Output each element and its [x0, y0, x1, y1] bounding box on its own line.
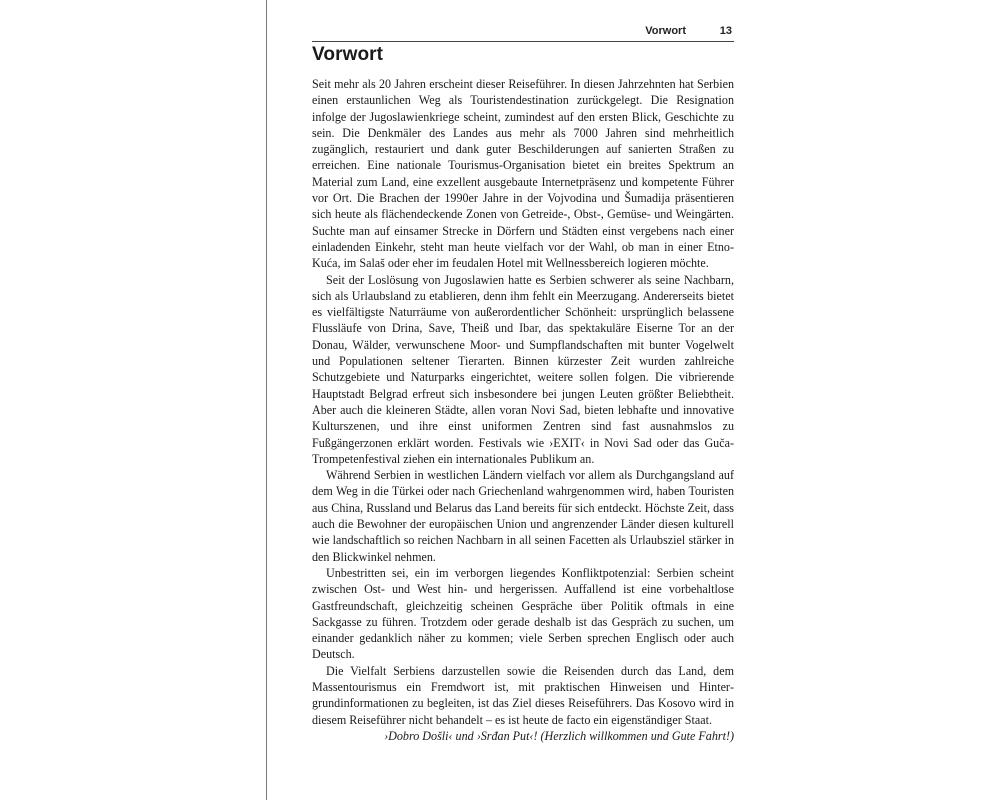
running-header: [312, 24, 734, 42]
paragraph-5: Die Vielfalt Serbiens darzustellen sowie die Reisenden durch das Land, dem Massentourismus ein Fremdwort ist, mit praktischen Hinweisen und Hintergrundinformationen zu begleiten, ist das Ziel dieses Reiseführers. Das Kosovo wird in diesem Reiseführer nicht behandelt – es ist heute de facto ein eigenständiger Staat.: [312, 663, 734, 727]
body-text: [312, 76, 734, 744]
paragraph-4: Unbestritten sei, ein im verborgen liegendes Konfliktpotenzial: Serbien scheint zwischen Ost- und West hin- und hergerissen. Auffallend ist eine vorbehaltlose Gastfreundschaft, gleichzeitig scheinen Gespräche über Politik oftmals in eine Sackgasse zu führen. Trotzdem oder gerade deshalb ist das Gespräch zu suchen, um einander gedanklich näher zu kommen; viele Serben sprechen Englisch oder auch Deutsch.: [312, 565, 734, 662]
closing-greeting: ›Dobro Došli‹ und ›Srđan Put‹! (Herzlich willkommen und Gute Fahrt!): [384, 728, 734, 743]
paragraph-2: Seit der Loslösung von Jugoslawien hatte es Serbien schwerer als seine Nachbarn, sich als Urlaubsland zu etablieren, denn ihm fehlt ein Meerzugang. Andererseits bietet es vielfältigste Naturräume von außerordentlicher Schönheit: ursprünglich belassene Flussläufe von Drina, Save, Theiß und Ibar, das spektakuläre Eiserne Tor an der Donau, Wälder, verwunschene Moor- und Sumpflandschaften mit bunter Vogelwelt und Populationen seltener Tierarten. Binnen kürzester Zeit wurden zahlreiche Schutzgebiete und Naturparks eingerichtet, weitere sollen folgen. Die vibrierende Hauptstadt Belgrad erfreut sich insbesondere bei jungen Leuten größter Beliebtheit. Aber auch die kleineren Städte, allen voran Novi Sad, bieten lebhafte und innovative Kulturszenen, und ihre einst uniformen Zentren sind fast ausnahmslos zu Fußgängerzonen erklärt worden. Festivals wie ›EXIT‹ in Novi Sad oder das Guča-Trompetenfestival ziehen ein internationales Publikum an.: [312, 272, 734, 466]
paragraph-3: Während Serbien in westlichen Ländern vielfach vor allem als Durchgangsland auf dem Weg in die Türkei oder nach Griechenland wahrgenommen wird, haben Touristen aus China, Russland und Belarus das Land bereits für sich entdeckt. Höchste Zeit, dass auch die Bewohner der europäischen Union und angrenzender Länder diesen kulturell wie landschaftlich so reichen Nachbarn in all seinen Facetten als Urlaubsziel stärker in den Blickwinkel nehmen.: [312, 468, 734, 564]
paragraph-1: Seit mehr als 20 Jahren erscheint dieser Reiseführer. In diesen Jahrzehnten hat Serbien einen erstaunlichen Weg als Touristendestination zurückgelegt. Die Resignation infolge der Jugoslawienkriege scheint, zumindest auf den ersten Blick, Geschichte zu sein. Die Denkmäler des Landes aus mehr als 7000 Jahren sind mehrheitlich zugänglich, restauriert und dank guter Beschilderungen auf sanierten Straßen zu erreichen. Eine nationale Tourismus-Organisation bietet ein breites Spektrum an Material zum Land, eine exzellent ausgebaute Internetpräsenz und kompetente Führer vor Ort. Die Brachen der 1990er Jahre in der Vojvodina und Šumadija präsentieren sich heute als flächendeckende Zonen von Getreide-, Obst-, Gemüse- und Weingärten. Suchte man auf einsamer Strecke in Dörfern und Städten einst vergebens nach einer einladenden Einkehr, steht man heute vielfach vor der Wahl, ob man in einer Etno-Kuća, im Salaš oder eher im feudalen Hotel mit Wellnessbereich logieren möchte.: [312, 77, 734, 271]
chapter-title: Vorwort: [312, 44, 384, 65]
header-section-title: Vorwort: [645, 25, 686, 37]
page-number: 13: [719, 25, 732, 37]
page-edge-divider: [266, 0, 267, 800]
